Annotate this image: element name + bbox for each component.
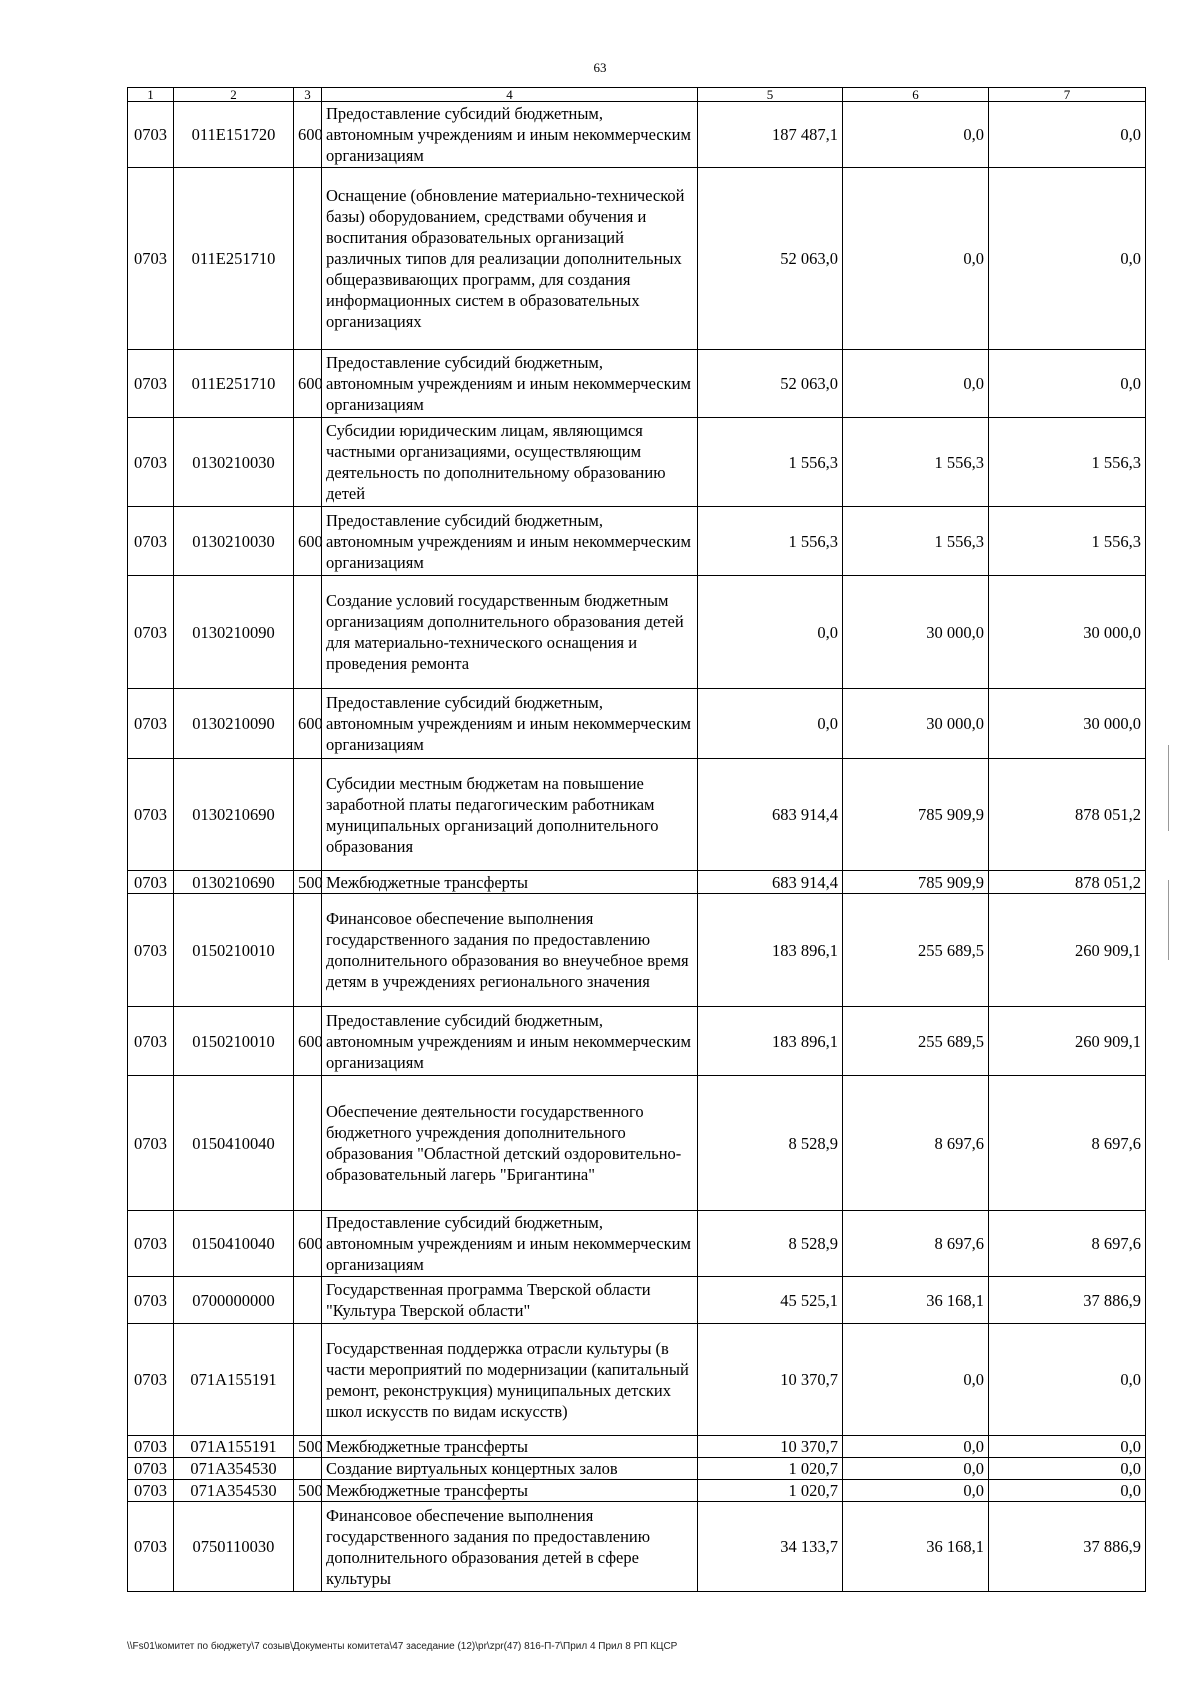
amount-year1-cell: 0,0 — [698, 576, 843, 689]
expense-type-cell — [294, 1076, 322, 1211]
amount-year3-cell: 1 556,3 — [989, 418, 1146, 507]
target-article-cell: 0150210010 — [174, 894, 294, 1007]
amount-year1-cell: 52 063,0 — [698, 350, 843, 418]
page-number: 63 — [593, 60, 607, 75]
table-row — [128, 576, 1146, 689]
expense-type-cell — [294, 1324, 322, 1436]
amount-year1-cell: 8 528,9 — [698, 1076, 843, 1211]
expense-type-cell: 500 — [294, 1480, 322, 1502]
amount-year3-cell: 878 051,2 — [989, 759, 1146, 871]
section-code-cell: 0703 — [128, 1324, 174, 1436]
amount-year2-cell: 36 168,1 — [843, 1277, 989, 1324]
section-code-cell: 0703 — [128, 1458, 174, 1480]
table-row — [128, 102, 1146, 168]
description-cell: Предоставление субсидий бюджетным, автономным учреждениям и иным некоммерческим организациям — [322, 1007, 698, 1076]
table-row — [128, 1211, 1146, 1277]
amount-year2-cell: 255 689,5 — [843, 1007, 989, 1076]
expense-type-cell — [294, 1458, 322, 1480]
table-body — [128, 102, 1146, 1592]
section-code-cell: 0703 — [128, 1436, 174, 1458]
expense-type-cell: 600 — [294, 350, 322, 418]
section-code-cell: 0703 — [128, 1007, 174, 1076]
expense-type-cell: 500 — [294, 871, 322, 894]
target-article-cell: 0130210030 — [174, 418, 294, 507]
amount-year2-cell: 785 909,9 — [843, 871, 989, 894]
section-code-cell: 0703 — [128, 1277, 174, 1324]
section-code-cell: 0703 — [128, 689, 174, 759]
expense-type-cell — [294, 1502, 322, 1592]
amount-year1-cell: 1 556,3 — [698, 507, 843, 576]
section-code-cell: 0703 — [128, 350, 174, 418]
column-header: 1 — [128, 88, 174, 102]
table-row — [128, 1007, 1146, 1076]
expense-type-cell — [294, 1277, 322, 1324]
column-header: 2 — [174, 88, 294, 102]
amount-year3-cell: 0,0 — [989, 102, 1146, 168]
section-code-cell: 0703 — [128, 1502, 174, 1592]
description-cell: Предоставление субсидий бюджетным, автономным учреждениям и иным некоммерческим организациям — [322, 350, 698, 418]
amount-year2-cell: 0,0 — [843, 1324, 989, 1436]
amount-year3-cell: 30 000,0 — [989, 689, 1146, 759]
target-article-cell: 0130210090 — [174, 689, 294, 759]
column-number-row — [128, 88, 1146, 102]
expense-type-cell — [294, 576, 322, 689]
description-cell: Межбюджетные трансферты — [322, 1480, 698, 1502]
amount-year2-cell: 30 000,0 — [843, 689, 989, 759]
amount-year3-cell: 1 556,3 — [989, 507, 1146, 576]
table-row — [128, 168, 1146, 350]
amount-year1-cell: 10 370,7 — [698, 1324, 843, 1436]
amount-year3-cell: 37 886,9 — [989, 1502, 1146, 1592]
amount-year2-cell: 0,0 — [843, 1436, 989, 1458]
amount-year2-cell: 1 556,3 — [843, 418, 989, 507]
table-row — [128, 507, 1146, 576]
table-row — [128, 689, 1146, 759]
amount-year2-cell: 785 909,9 — [843, 759, 989, 871]
target-article-cell: 0150210010 — [174, 1007, 294, 1076]
section-code-cell: 0703 — [128, 894, 174, 1007]
target-article-cell: 0130210030 — [174, 507, 294, 576]
target-article-cell: 071A155191 — [174, 1436, 294, 1458]
description-cell: Обеспечение деятельности государственного бюджетного учреждения дополнительного образования "Областной детский оздоровительно-образовательный лагерь "Бригантина" — [322, 1076, 698, 1211]
column-header: 4 — [322, 88, 698, 102]
description-cell: Создание виртуальных концертных залов — [322, 1458, 698, 1480]
description-cell: Государственная поддержка отрасли культуры (в части мероприятий по модернизации (капитальный ремонт, реконструкция) муниципальных детских школ искусств по видам искусств) — [322, 1324, 698, 1436]
amount-year3-cell: 0,0 — [989, 1480, 1146, 1502]
section-code-cell: 0703 — [128, 102, 174, 168]
column-header: 7 — [989, 88, 1146, 102]
amount-year3-cell: 0,0 — [989, 1436, 1146, 1458]
amount-year3-cell: 8 697,6 — [989, 1076, 1146, 1211]
description-cell: Финансовое обеспечение выполнения государственного задания по предоставлению дополнительного образования во внеучебное время детям в учреждениях регионального значения — [322, 894, 698, 1007]
amount-year2-cell: 36 168,1 — [843, 1502, 989, 1592]
column-header: 5 — [698, 88, 843, 102]
section-code-cell: 0703 — [128, 576, 174, 689]
amount-year2-cell: 0,0 — [843, 102, 989, 168]
target-article-cell: 011E251710 — [174, 168, 294, 350]
target-article-cell: 011E251710 — [174, 350, 294, 418]
amount-year2-cell: 8 697,6 — [843, 1076, 989, 1211]
amount-year1-cell: 45 525,1 — [698, 1277, 843, 1324]
description-cell: Предоставление субсидий бюджетным, автономным учреждениям и иным некоммерческим организациям — [322, 1211, 698, 1277]
description-cell: Межбюджетные трансферты — [322, 871, 698, 894]
table-row — [128, 350, 1146, 418]
amount-year3-cell: 37 886,9 — [989, 1277, 1146, 1324]
target-article-cell: 0150410040 — [174, 1211, 294, 1277]
target-article-cell: 071A354530 — [174, 1458, 294, 1480]
amount-year2-cell: 255 689,5 — [843, 894, 989, 1007]
amount-year3-cell: 260 909,1 — [989, 1007, 1146, 1076]
column-header: 3 — [294, 88, 322, 102]
target-article-cell: 0700000000 — [174, 1277, 294, 1324]
section-code-cell: 0703 — [128, 1211, 174, 1277]
scan-edge-mark — [1168, 880, 1169, 960]
amount-year3-cell: 878 051,2 — [989, 871, 1146, 894]
table-row — [128, 871, 1146, 894]
target-article-cell: 011E151720 — [174, 102, 294, 168]
amount-year2-cell: 1 556,3 — [843, 507, 989, 576]
amount-year1-cell: 0,0 — [698, 689, 843, 759]
amount-year3-cell: 8 697,6 — [989, 1211, 1146, 1277]
amount-year2-cell: 0,0 — [843, 1480, 989, 1502]
amount-year1-cell: 8 528,9 — [698, 1211, 843, 1277]
amount-year1-cell: 683 914,4 — [698, 759, 843, 871]
description-cell: Предоставление субсидий бюджетным, автономным учреждениям и иным некоммерческим организациям — [322, 507, 698, 576]
section-code-cell: 0703 — [128, 1076, 174, 1211]
section-code-cell: 0703 — [128, 418, 174, 507]
amount-year3-cell: 0,0 — [989, 1458, 1146, 1480]
amount-year1-cell: 183 896,1 — [698, 894, 843, 1007]
amount-year1-cell: 34 133,7 — [698, 1502, 843, 1592]
description-cell: Межбюджетные трансферты — [322, 1436, 698, 1458]
expense-type-cell — [294, 894, 322, 1007]
amount-year1-cell: 1 020,7 — [698, 1480, 843, 1502]
amount-year2-cell: 0,0 — [843, 1458, 989, 1480]
description-cell: Создание условий государственным бюджетным организациям дополнительного образования детей для материально-технического оснащения и проведения ремонта — [322, 576, 698, 689]
table-row — [128, 759, 1146, 871]
target-article-cell: 0130210690 — [174, 871, 294, 894]
expense-type-cell: 500 — [294, 1436, 322, 1458]
target-article-cell: 071A354530 — [174, 1480, 294, 1502]
description-cell: Субсидии местным бюджетам на повышение заработной платы педагогическим работникам муниципальных организаций дополнительного образования — [322, 759, 698, 871]
column-header: 6 — [843, 88, 989, 102]
description-cell: Финансовое обеспечение выполнения государственного задания по предоставлению дополнительного образования детей в сфере культуры — [322, 1502, 698, 1592]
section-code-cell: 0703 — [128, 507, 174, 576]
target-article-cell: 071A155191 — [174, 1324, 294, 1436]
amount-year3-cell: 30 000,0 — [989, 576, 1146, 689]
table-row — [128, 1277, 1146, 1324]
table-row — [128, 1324, 1146, 1436]
description-cell: Государственная программа Тверской области "Культура Тверской области" — [322, 1277, 698, 1324]
description-cell: Предоставление субсидий бюджетным, автономным учреждениям и иным некоммерческим организациям — [322, 689, 698, 759]
amount-year1-cell: 1 020,7 — [698, 1458, 843, 1480]
section-code-cell: 0703 — [128, 168, 174, 350]
table-row — [128, 1458, 1146, 1480]
expense-type-cell: 600 — [294, 102, 322, 168]
target-article-cell: 0750110030 — [174, 1502, 294, 1592]
table-row — [128, 418, 1146, 507]
table-row — [128, 1076, 1146, 1211]
table-row — [128, 1502, 1146, 1592]
expense-type-cell: 600 — [294, 689, 322, 759]
section-code-cell: 0703 — [128, 1480, 174, 1502]
amount-year1-cell: 1 556,3 — [698, 418, 843, 507]
amount-year1-cell: 187 487,1 — [698, 102, 843, 168]
description-cell: Предоставление субсидий бюджетным, автономным учреждениям и иным некоммерческим организациям — [322, 102, 698, 168]
table-row — [128, 894, 1146, 1007]
section-code-cell: 0703 — [128, 759, 174, 871]
target-article-cell: 0130210690 — [174, 759, 294, 871]
amount-year1-cell: 52 063,0 — [698, 168, 843, 350]
description-cell: Оснащение (обновление материально-технической базы) оборудованием, средствами обучения и воспитания образовательных организаций различных типов для реализации дополнительных общеразвивающих программ, для создания информационных систем в образовательных организациях — [322, 168, 698, 350]
description-cell: Субсидии юридическим лицам, являющимся частными организациями, осуществляющим деятельность по дополнительному образованию детей — [322, 418, 698, 507]
expense-type-cell — [294, 418, 322, 507]
amount-year1-cell: 10 370,7 — [698, 1436, 843, 1458]
table-row — [128, 1480, 1146, 1502]
file-path-footer: \\Fs01\комитет по бюджету\7 созыв\Документы комитета\47 заседание (12)\pr\zpr(47) 816-П-7\Прил 4 Прил 8 РП КЦСР — [127, 1641, 678, 1652]
amount-year3-cell: 0,0 — [989, 168, 1146, 350]
expense-type-cell: 600 — [294, 507, 322, 576]
amount-year2-cell: 8 697,6 — [843, 1211, 989, 1277]
amount-year3-cell: 260 909,1 — [989, 894, 1146, 1007]
amount-year1-cell: 683 914,4 — [698, 871, 843, 894]
expense-type-cell: 600 — [294, 1007, 322, 1076]
scan-edge-mark — [1168, 745, 1169, 831]
amount-year1-cell: 183 896,1 — [698, 1007, 843, 1076]
amount-year2-cell: 0,0 — [843, 168, 989, 350]
budget-table — [127, 87, 1146, 1592]
expense-type-cell — [294, 168, 322, 350]
amount-year2-cell: 30 000,0 — [843, 576, 989, 689]
section-code-cell: 0703 — [128, 871, 174, 894]
amount-year3-cell: 0,0 — [989, 1324, 1146, 1436]
expense-type-cell — [294, 759, 322, 871]
amount-year3-cell: 0,0 — [989, 350, 1146, 418]
table-row — [128, 1436, 1146, 1458]
target-article-cell: 0130210090 — [174, 576, 294, 689]
amount-year2-cell: 0,0 — [843, 350, 989, 418]
target-article-cell: 0150410040 — [174, 1076, 294, 1211]
expense-type-cell: 600 — [294, 1211, 322, 1277]
